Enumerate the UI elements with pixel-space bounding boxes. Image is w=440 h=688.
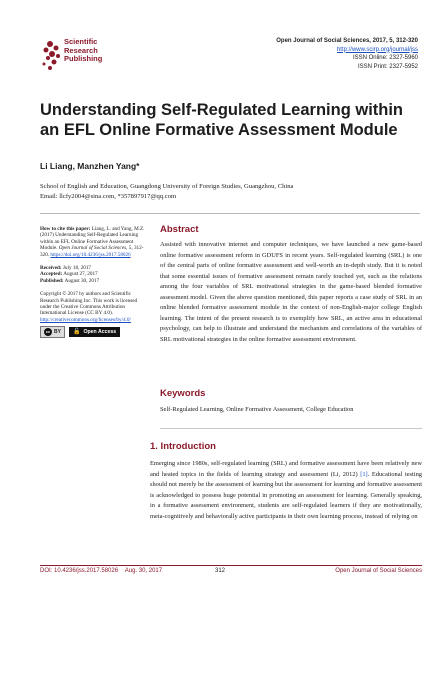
cc-badge-label: BY [54, 329, 61, 336]
reference-link[interactable]: [1] [360, 470, 368, 478]
keywords-heading: Keywords [160, 388, 206, 399]
footer-divider [40, 565, 422, 566]
cite-volume: , 5, 312-320. [40, 245, 144, 258]
copyright-text: Copyright © 2017 by authors and Scientific Research Publishing Inc. This work is licensed under the Creative Commons Attribution International License (CC BY 4.0). [40, 291, 138, 317]
intro-text-part: . Educational testing should not merely be the assessment of learning but the assessment for learning and formative assessment is acknowledged to possess huge potential in promoting an assessment for learning. Generally speaking, in a formative assessment environment, students are self-regulated learners if they are motivationally, meta-cognitively and behaviorally active participants in their own learning process, instead of relying on [150, 470, 422, 520]
creative-commons-icon: cc [44, 328, 52, 336]
published-label: Published: [40, 277, 64, 284]
article-sidebar [40, 226, 150, 338]
publisher-line: Research [64, 45, 98, 55]
article-title: Understanding Self-Regulated Learning within an EFL Online Formative Assessment Module [40, 101, 404, 139]
article-authors: Li Liang, Manzhen Yang* [40, 161, 140, 171]
footer-doi-date [40, 568, 162, 574]
cite-label: How to cite this paper: [40, 226, 91, 232]
intro-text-part: Emerging since 1980s, self-regulated learning (SRL) and formative assessment have been relatively new and heated topics in the fields of learning strategy and assessment (Li, 2012) [150, 460, 422, 478]
journal-info [188, 37, 418, 71]
license-link[interactable]: http://creativecommons.org/licenses/by/4.0/ [40, 316, 131, 323]
divider [160, 428, 422, 429]
cite-text: Liang, L. and Yang, M.Z. (2017) Understanding Self-Regulated Learning within an EFL Online Formative Assessment Module. [40, 226, 145, 252]
open-lock-icon: 🔓 [72, 329, 81, 336]
copyright-block [40, 291, 150, 338]
license-badges [40, 326, 150, 338]
dates [40, 265, 150, 284]
cite-journal: Open Journal of Social Sciences [58, 245, 127, 252]
how-to-cite [40, 226, 150, 258]
publisher-line: Publishing [64, 54, 103, 63]
abstract-text: Assisted with innovative internet and computer techniques, we have launched a new game-based online formative assessment reform in GDUFS in recent years. Self-regulated learning (SRL) is one of the central parts of online formative assessment and well-worth an in-depth study. But it is noted that some essential issues of formative assessment remain rarely touched yet, such as the relations among the four variables of SRL motivational strategies in the game-based blended formative assessment model. Given the above question mentioned, this paper reports a case study of SRL in an online blended formative assessment module in the context of non-English-major college English learning. The intent of the present research is to exemplify how SRL, an active area in educational psychology, can help to illustrate and understand the mechanism and correlations of the variables of SRL motivational strategies in the online formative assessment environment. [160, 241, 422, 343]
keywords-text: Self-Regulated Learning, Online Formative Assessment, College Education [160, 406, 354, 413]
introduction-heading: 1. Introduction [150, 441, 216, 452]
introduction-text [150, 459, 422, 522]
author-email: Email: llcfy2004@sina.com, *357897917@qq.com [40, 192, 177, 200]
publisher-name [64, 38, 102, 64]
divider [40, 213, 420, 214]
cc-by-badge[interactable] [40, 326, 65, 338]
issn-print: ISSN Print: 2327-5952 [357, 63, 418, 70]
accepted-date: August 27, 2017 [63, 271, 98, 278]
issn-online: ISSN Online: 2327-5960 [352, 55, 418, 62]
abstract-heading: Abstract [160, 224, 199, 235]
open-access-label: Open Access [83, 329, 117, 336]
open-access-badge[interactable] [69, 327, 120, 337]
affiliation-block [40, 182, 420, 201]
received-date: July 18, 2017 [62, 265, 92, 272]
footer-doi: DOI: 10.4236/jss.2017.58026 [40, 568, 119, 574]
journal-url-link[interactable]: http://www.scirp.org/journal/jss [336, 46, 418, 53]
published-date: August 30, 2017 [64, 277, 100, 284]
footer-journal: Open Journal of Social Sciences [335, 568, 422, 574]
publisher-line: Scientific [64, 37, 98, 46]
page-number: 312 [215, 568, 226, 574]
doi-link[interactable]: https://doi.org/10.4236/jss.2017.58026 [50, 251, 131, 258]
footer-date: Aug. 30, 2017 [124, 568, 163, 574]
affiliation: School of English and Education, Guangdong University of Foreign Studies, Guangzhou, China [40, 183, 294, 190]
received-label: Received: [40, 265, 62, 272]
journal-citation: Open Journal of Social Sciences, 2017, 5, 312-320 [276, 38, 418, 44]
accepted-label: Accepted: [40, 271, 63, 278]
